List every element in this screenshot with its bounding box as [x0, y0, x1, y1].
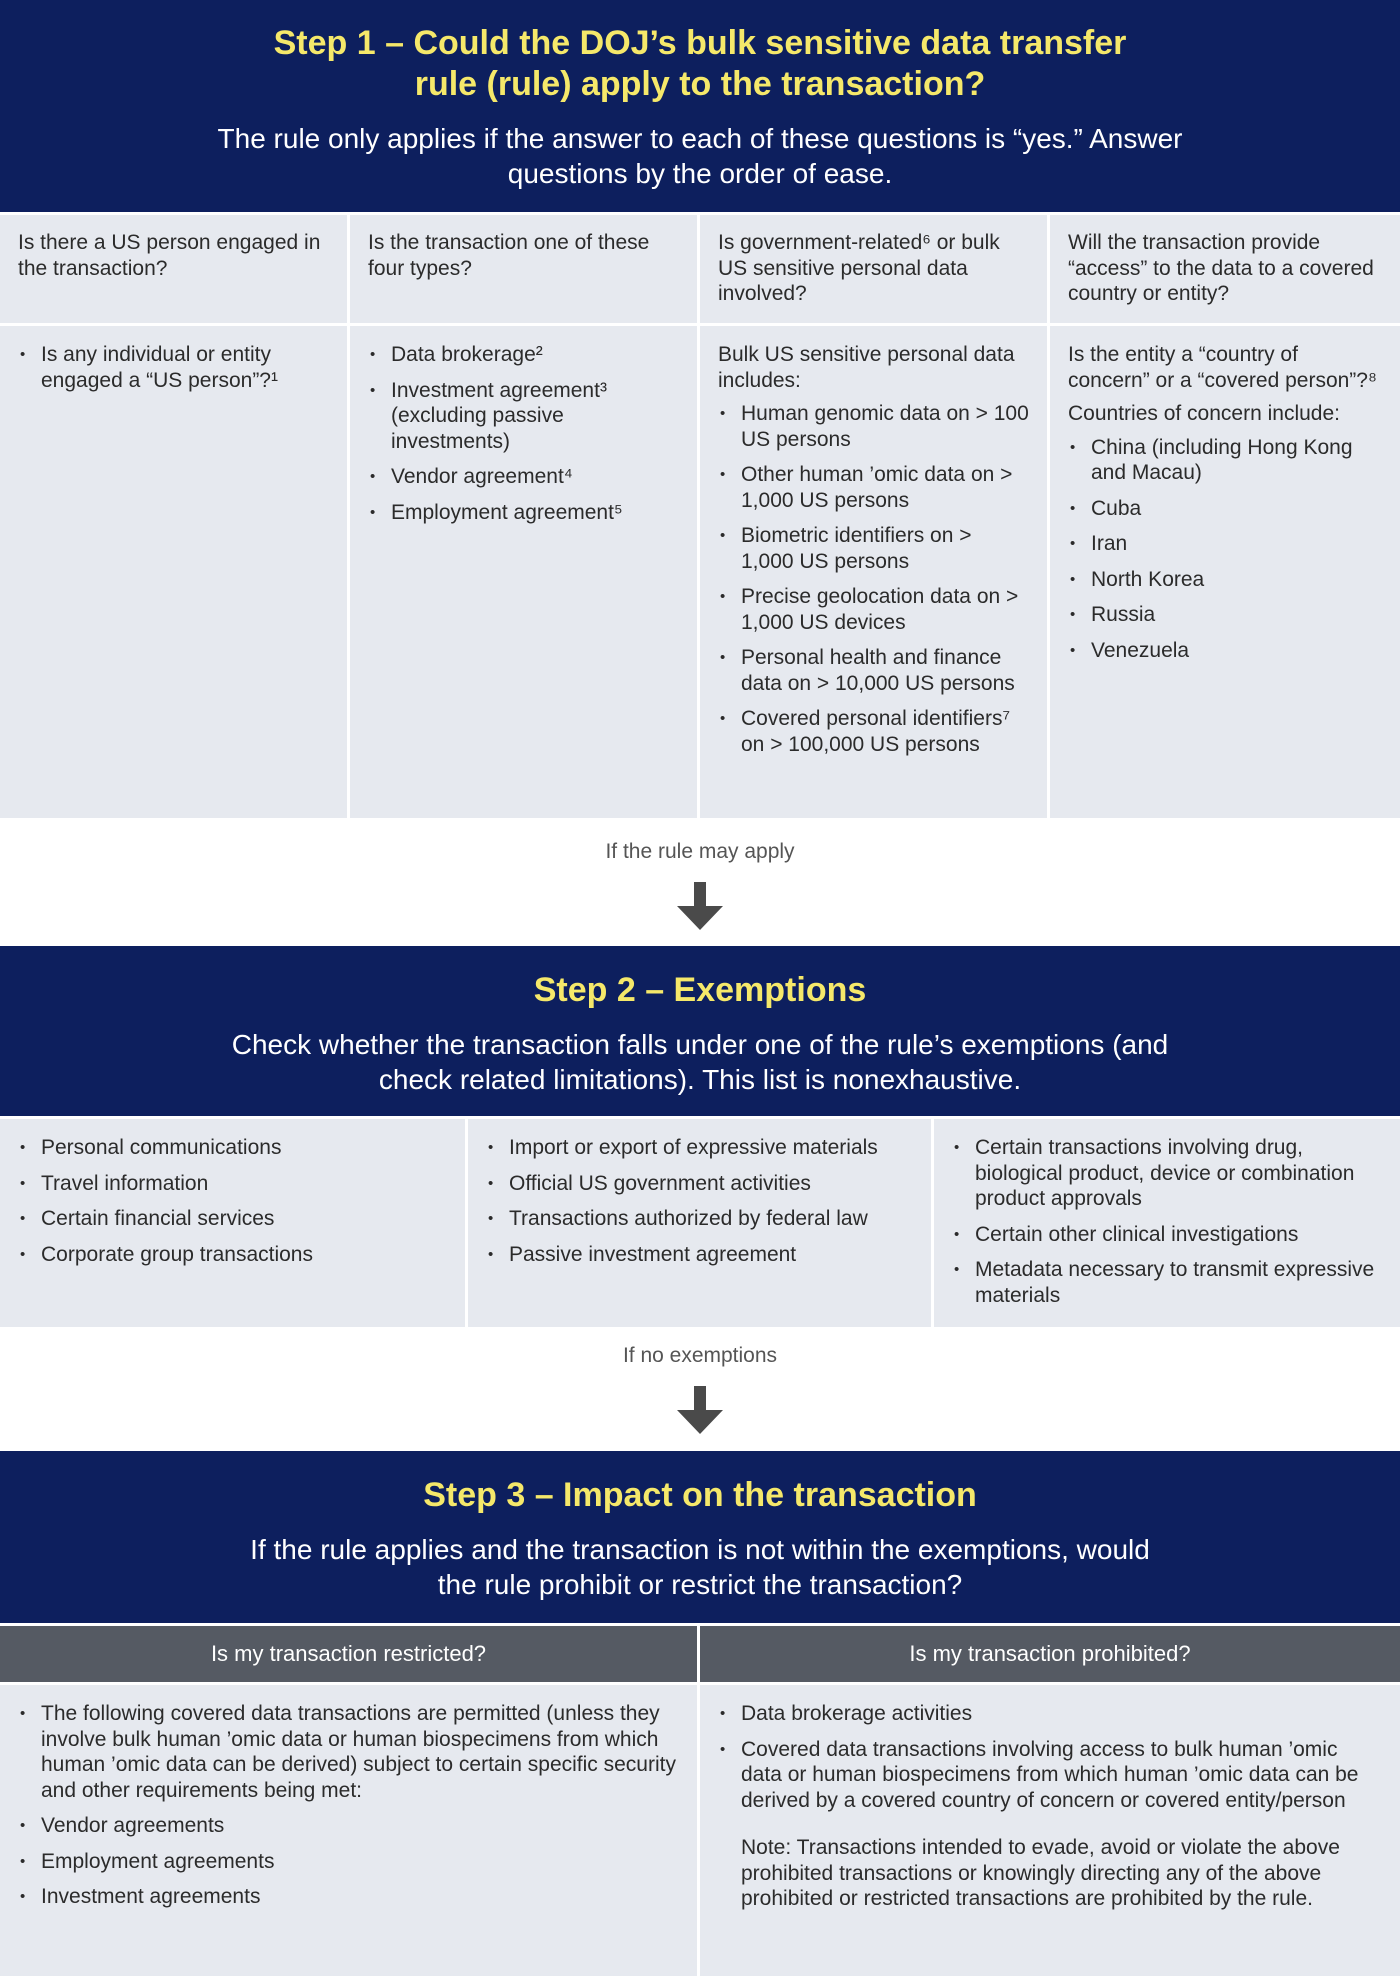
list-item: • Metadata necessary to transmit expressive materials: [952, 1257, 1382, 1308]
step2-title: Step 2 – Exemptions: [533, 971, 867, 1009]
step1-title: Step 1 – Could the DOJ’s bulk sensitive data transfer rule (rule) apply to the transaction?: [273, 24, 1127, 103]
list-item: • Transactions authorized by federal law: [486, 1206, 913, 1232]
list-item: • North Korea: [1068, 567, 1382, 593]
exemptions-col-1: [0, 1119, 465, 1327]
prohibited-header: Is my transaction prohibited?: [700, 1626, 1400, 1682]
restricted-list: [18, 1701, 679, 1910]
list-item: • Corporate group transactions: [18, 1242, 447, 1268]
list-item: • Investment agreement³ (excluding passive investments): [368, 378, 679, 455]
transaction-types-detail: [350, 326, 697, 818]
list-item: • Vendor agreement⁴: [368, 464, 679, 490]
exemptions-list-3: [952, 1135, 1382, 1308]
list-item: • Is any individual or entity engaged a “US person”?¹: [18, 342, 329, 393]
list-item: • Official US government activities: [486, 1171, 913, 1197]
exemptions-list-1: [18, 1135, 447, 1267]
restricted-header: Is my transaction restricted?: [0, 1626, 697, 1682]
list-item: • Employment agreements: [18, 1849, 679, 1875]
list-item: • Other human ’omic data on > 1,000 US persons: [718, 462, 1029, 513]
list-item: • Human genomic data on > 100 US persons: [718, 401, 1029, 452]
exemptions-col-2: [468, 1119, 931, 1327]
question-transaction-type: Is the transaction one of these four types?: [350, 215, 697, 323]
step1-question-row: [0, 215, 1400, 323]
question-sensitive-data: Is government-related⁶ or bulk US sensitive personal data involved?: [700, 215, 1047, 323]
step2-exemptions-row: [0, 1119, 1400, 1327]
prohibited-note: Note: Transactions intended to evade, avoid or violate the above prohibited transactions or knowingly directing any of the above prohibited or restricted transactions are prohibited by the rule.: [741, 1836, 1340, 1910]
question-access: Will the transaction provide “access” to the data to a covered country or entity?: [1050, 215, 1400, 323]
list-item: • Biometric identifiers on > 1,000 US persons: [718, 523, 1029, 574]
list-item: • Employment agreement⁵: [368, 500, 679, 526]
prohibited-detail: [700, 1685, 1400, 1976]
step1-banner: [0, 0, 1400, 212]
down-arrow-icon: [677, 1386, 723, 1434]
restricted-detail: [0, 1685, 697, 1976]
list-item: • Personal health and finance data on > 10,000 US persons: [718, 645, 1029, 696]
list-item: • Vendor agreements: [18, 1813, 679, 1839]
list-item: • Import or export of expressive materials: [486, 1135, 913, 1161]
countries-list: [1068, 435, 1382, 664]
us-person-list: [18, 342, 329, 393]
step3-banner: [0, 1451, 1400, 1623]
exemptions-list-2: [486, 1135, 913, 1267]
exemptions-col-3: [934, 1119, 1400, 1327]
list-item: • Russia: [1068, 602, 1382, 628]
list-item: • The following covered data transactions are permitted (unless they involve bulk human ’omic data or human biospecimens from which human ’omic data can be derived) subject to certain specific security and other requirements being met:: [18, 1701, 679, 1803]
list-item: • Passive investment agreement: [486, 1242, 913, 1268]
list-item: • Certain other clinical investigations: [952, 1222, 1382, 1248]
transaction-types-list: [368, 342, 679, 525]
step2-subtitle: Check whether the transaction falls under one of the rule’s exemptions (and check related limitations). This list is nonexhaustive.: [231, 1029, 1169, 1095]
list-item: • Travel information: [18, 1171, 447, 1197]
list-item: • Cuba: [1068, 496, 1382, 522]
list-item: • Data brokerage²: [368, 342, 679, 368]
list-item: • Certain financial services: [18, 1206, 447, 1232]
question-us-person: Is there a US person engaged in the transaction?: [0, 215, 347, 323]
list-item: • Precise geolocation data on > 1,000 US devices: [718, 584, 1029, 635]
list-item: • Iran: [1068, 531, 1382, 557]
access-intro: Is the entity a “country of concern” or a “covered person”?⁸: [1068, 343, 1377, 392]
access-detail: [1050, 326, 1400, 818]
down-arrow-icon: [677, 882, 723, 930]
connector-step2-label: If no exemptions: [622, 1344, 778, 1367]
step1-detail-row: [0, 326, 1400, 818]
sensitive-data-detail: [700, 326, 1047, 818]
countries-intro: Countries of concern include:: [1068, 402, 1340, 425]
step2-banner: [0, 946, 1400, 1116]
list-item: • Personal communications: [18, 1135, 447, 1161]
step3-subtitle: If the rule applies and the transaction is not within the exemptions, would the rule prohibit or restrict the transaction?: [250, 1534, 1150, 1600]
list-item: • Venezuela: [1068, 638, 1382, 664]
step1-subtitle: The rule only applies if the answer to each of these questions is “yes.” Answer questions by the order of ease.: [217, 123, 1183, 189]
list-item: • Covered data transactions involving access to bulk human ’omic data or human biospecimens from which human ’omic data can be derived by a covered country of concern or covered entity/person: [718, 1737, 1382, 1814]
prohibited-list: [718, 1701, 1382, 1813]
list-item: • Covered personal identifiers⁷ on > 100,000 US persons: [718, 706, 1029, 757]
step3-title: Step 3 – Impact on the transaction: [423, 1476, 977, 1514]
step3-table: [0, 1626, 1400, 1976]
list-item: • Investment agreements: [18, 1884, 679, 1910]
sensitive-data-list: [718, 401, 1029, 757]
list-item: • China (including Hong Kong and Macau): [1068, 435, 1382, 486]
list-item: • Data brokerage activities: [718, 1701, 1382, 1727]
us-person-detail: [0, 326, 347, 818]
connector-step1-label: If the rule may apply: [605, 840, 795, 863]
sensitive-data-intro: Bulk US sensitive personal data includes:: [718, 343, 1015, 392]
list-item: • Certain transactions involving drug, biological product, device or combination product approvals: [952, 1135, 1382, 1212]
